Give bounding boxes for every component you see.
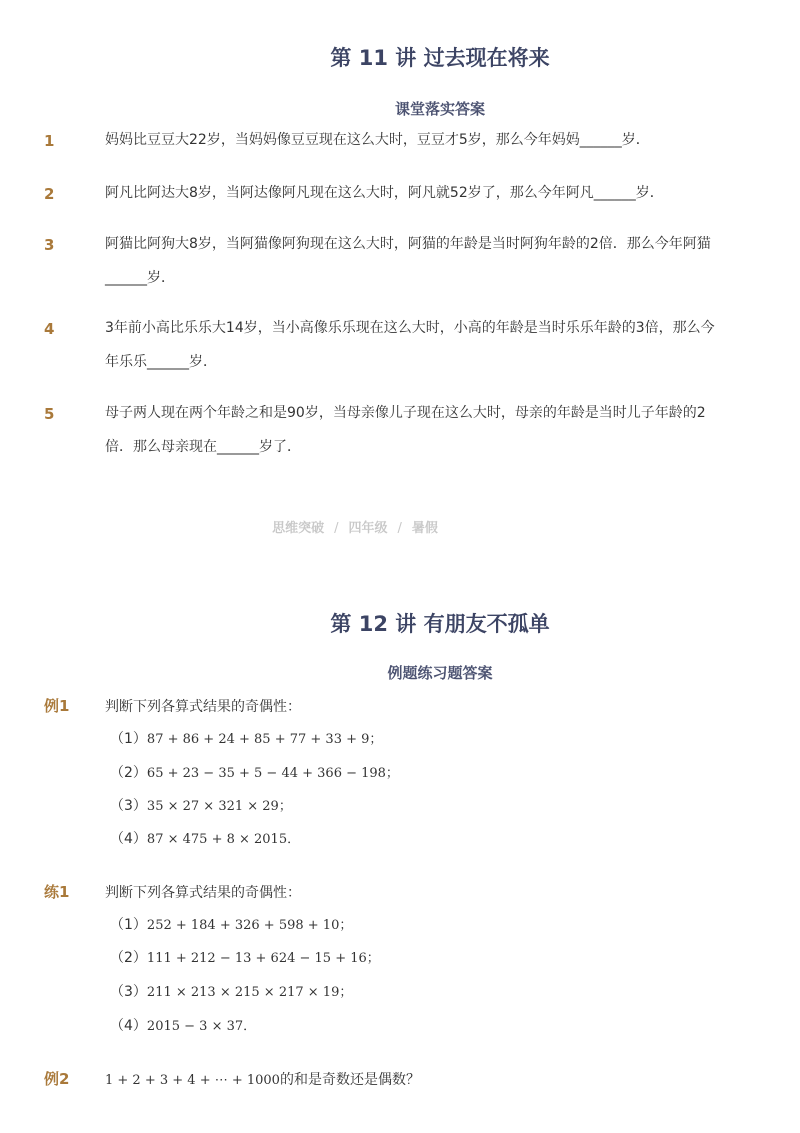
question-4-text: 3年前小高比乐乐大14岁，当小高像乐乐现在这么大时，小高的年龄是当时乐乐年龄的3倍，那么今年乐乐______岁． xyxy=(105,320,715,370)
item-expression: 252 + 184 + 326 + 598 + 10； xyxy=(146,918,353,933)
example-1-item xyxy=(110,728,382,748)
item-number: （3） xyxy=(110,984,147,1000)
example-1-label: 例1 xyxy=(44,697,70,715)
item-number: （4） xyxy=(110,831,147,847)
example-1-item xyxy=(110,828,300,848)
item-number: （2） xyxy=(110,950,147,966)
item-expression: 35 × 27 × 321 × 29； xyxy=(146,799,292,814)
practice-1-prompt: 判断下列各算式结果的奇偶性： xyxy=(105,885,301,901)
item-expression: 65 + 23 − 35 + 5 − 44 + 366 − 198； xyxy=(146,766,399,781)
page-footer xyxy=(0,517,710,536)
item-expression: 87 × 475 + 8 × 2015． xyxy=(146,832,301,847)
practice-1-item xyxy=(110,981,352,1001)
item-number: （2） xyxy=(110,765,147,781)
footer-separator: / xyxy=(334,521,339,536)
question-2-text: 阿凡比阿达大8岁，当阿达像阿凡现在这么大时，阿凡就52岁了，那么今年阿凡______岁． xyxy=(105,185,664,201)
practice-1-label: 练1 xyxy=(44,883,70,901)
question-5-number: 5 xyxy=(44,405,55,423)
example-1-prompt: 判断下列各算式结果的奇偶性： xyxy=(105,699,301,715)
example-2-question xyxy=(105,1069,420,1089)
practice-1-item xyxy=(110,947,380,967)
item-expression: 211 × 213 × 215 × 217 × 19； xyxy=(146,985,353,1000)
item-number: （4） xyxy=(110,1018,147,1034)
footer-term: 暑假 xyxy=(411,521,438,536)
question-4-number: 4 xyxy=(44,320,55,338)
example-1-item xyxy=(110,762,399,782)
lecture-12-section-title: 例题练习题答案 xyxy=(387,664,493,682)
example-2-expression: 1 + 2 + 3 + 4 + ⋯ + 1000 xyxy=(105,1073,280,1088)
example-2-text: 的和是奇数还是偶数？ xyxy=(279,1072,420,1088)
practice-1-item xyxy=(110,914,352,934)
item-expression: 87 + 86 + 24 + 85 + 77 + 33 + 9； xyxy=(146,732,383,747)
item-expression: 111 + 212 − 13 + 624 − 15 + 16； xyxy=(146,951,380,966)
item-expression: 2015 − 3 × 37． xyxy=(146,1019,257,1034)
question-5-text: 母子两人现在两个年龄之和是90岁，当母亲像儿子现在这么大时，母亲的年龄是当时儿子年龄的2倍．那么母亲现在______岁了． xyxy=(105,405,706,455)
example-2-label: 例2 xyxy=(44,1070,70,1088)
question-3-text: 阿猫比阿狗大8岁，当阿猫像阿狗现在这么大时，阿猫的年龄是当时阿狗年龄的2倍．那么今年阿猫______岁． xyxy=(105,236,711,286)
lecture-12-title: 第 12 讲 有朋友不孤单 xyxy=(330,612,550,636)
lecture-11-title: 第 11 讲 过去现在将来 xyxy=(330,46,550,70)
item-number: （3） xyxy=(110,798,147,814)
lecture-11-section-title: 课堂落实答案 xyxy=(394,100,485,118)
footer-grade: 四年级 xyxy=(348,521,388,536)
question-3-number: 3 xyxy=(44,236,55,254)
example-1-item xyxy=(110,795,292,815)
practice-1-item xyxy=(110,1015,256,1035)
footer-series: 思维突破 xyxy=(272,521,325,536)
item-number: （1） xyxy=(110,917,147,933)
item-number: （1） xyxy=(110,731,147,747)
question-1-number: 1 xyxy=(44,132,55,150)
question-1-text: 妈妈比豆豆大22岁，当妈妈像豆豆现在这么大时，豆豆才5岁，那么今年妈妈______岁． xyxy=(105,132,650,148)
footer-separator: / xyxy=(397,521,402,536)
question-2-number: 2 xyxy=(44,185,55,203)
